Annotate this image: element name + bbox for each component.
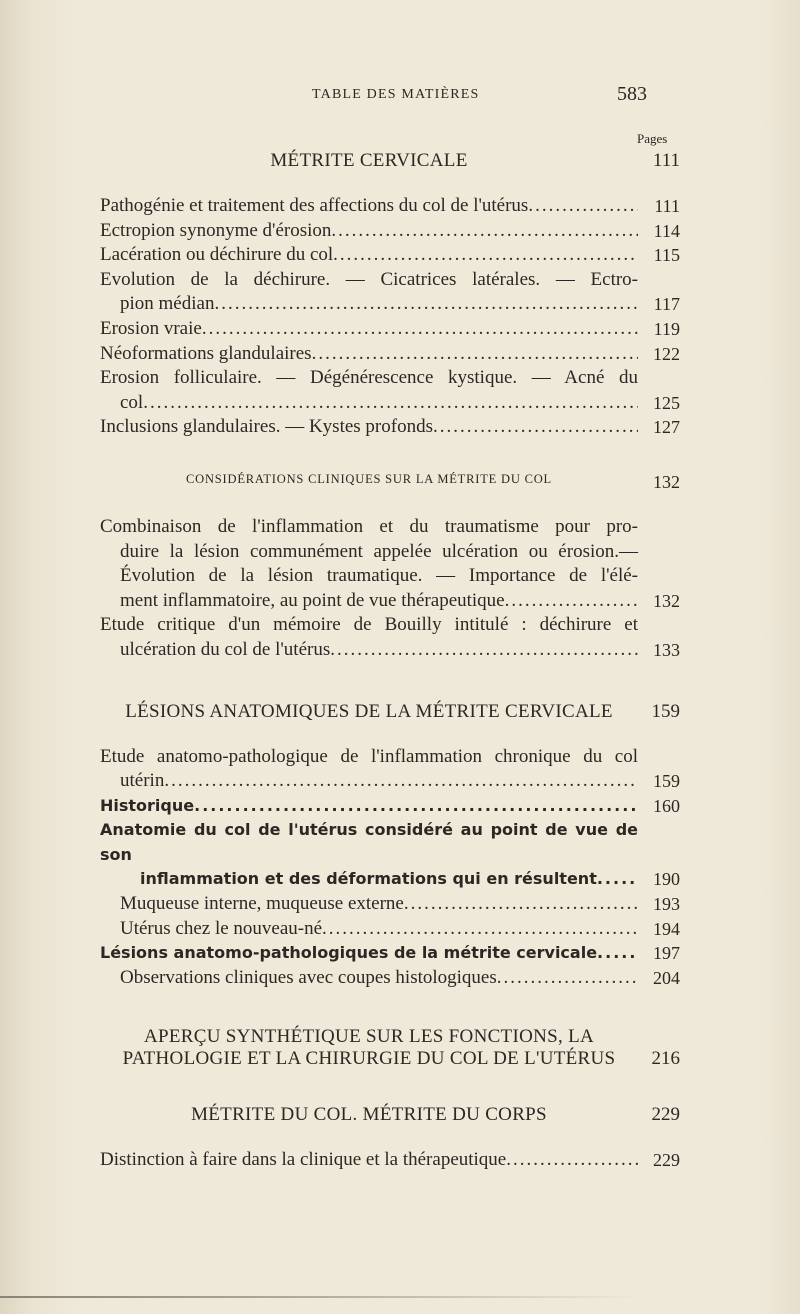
entry-text-line: ulcération du col de l'utérus .....: [100, 638, 638, 663]
section-heading: [100, 1026, 680, 1070]
entry-text-line: col .....: [100, 391, 638, 416]
toc-entry[interactable]: [100, 794, 680, 819]
entry-page-number: 197: [653, 943, 680, 964]
section-page-number: 216: [651, 1048, 680, 1070]
section-heading: [100, 1104, 680, 1126]
running-title: TABLE DES MATIÈRES: [312, 87, 480, 102]
toc-section: [100, 150, 680, 440]
dot-leader: [312, 342, 638, 367]
entry-page-number: 133: [653, 639, 680, 660]
dot-leader: [404, 892, 638, 917]
dot-leader: [597, 867, 638, 892]
dot-leader: [164, 769, 638, 794]
entry-text-line: pion médian .....: [100, 292, 638, 317]
toc-section: [100, 1026, 680, 1070]
entry-text-line: Néoformations glandulaires .....: [100, 342, 638, 367]
pages-column-label: Pages: [637, 131, 668, 146]
toc-entry[interactable]: [100, 515, 680, 613]
entry-text-line: inflammation et des déformations qui en résultent .....: [100, 867, 638, 892]
entry-text-line: Évolution de la lésion traumatique. — Importance de l'élé-: [120, 565, 638, 587]
section-heading: [100, 150, 680, 172]
dot-leader: [597, 941, 638, 966]
entry-page-number: 190: [653, 869, 680, 890]
section-page-number: 111: [652, 150, 680, 171]
toc-entry[interactable]: [100, 613, 680, 662]
toc-entry[interactable]: [100, 818, 680, 892]
toc-entry[interactable]: [100, 1148, 680, 1173]
section-title: MÉTRITE DU COL. MÉTRITE DU CORPS: [191, 1104, 547, 1126]
dot-leader: [506, 1148, 638, 1173]
toc-entry[interactable]: [100, 342, 680, 367]
entry-page-number: 122: [653, 343, 680, 364]
entry-page-number: 117: [653, 294, 680, 315]
entry-page-number: 115: [653, 245, 680, 266]
dot-leader: [330, 638, 638, 663]
entry-text-line: Combinaison de l'inflammation et du traumatisme pour pro-: [100, 515, 638, 537]
entry-text-line: Anatomie du col de l'utérus considéré au point de vue de son: [100, 820, 638, 864]
entry-text-line: Utérus chez le nouveau-né .....: [120, 917, 638, 942]
page-number: 583: [617, 83, 647, 105]
toc-entry[interactable]: [100, 194, 680, 219]
entry-text-line: Etude critique d'un mémoire de Bouilly intitulé : déchirure et: [100, 614, 638, 636]
toc-entry[interactable]: [100, 892, 680, 917]
entry-text-line: Lacération ou déchirure du col .....: [100, 243, 638, 268]
entry-text-line: Muqueuse interne, muqueuse externe .....: [120, 892, 638, 917]
entry-text-line: ment inflammatoire, au point de vue thérapeutique .....: [100, 589, 638, 614]
entry-page-number: 159: [653, 771, 680, 792]
running-head: [0, 83, 800, 111]
dot-leader: [194, 794, 638, 819]
entry-text-line: duire la lésion communément appelée ulcération ou érosion.—: [120, 540, 638, 562]
toc-entry[interactable]: [100, 966, 680, 991]
section-title: CONSIDÉRATIONS CLINIQUES SUR LA MÉTRITE DU COL: [186, 471, 552, 486]
section-page-number: 132: [653, 471, 680, 492]
scan-edge-line: [0, 1296, 800, 1298]
section-heading: [100, 701, 680, 723]
entry-text-line: Observations cliniques avec coupes histologiques .....: [120, 966, 638, 991]
dot-leader: [333, 243, 638, 268]
entry-text-line: Ectropion synonyme d'érosion .....: [100, 219, 638, 244]
entry-text-line: Distinction à faire dans la clinique et la thérapeutique .....: [100, 1148, 638, 1173]
entry-text-line: utérin .....: [100, 769, 638, 794]
section-title: LÉSIONS ANATOMIQUES DE LA MÉTRITE CERVICALE: [125, 700, 613, 722]
entry-page-number: 132: [653, 590, 680, 611]
entry-page-number: 127: [653, 417, 680, 438]
toc-section: [100, 1104, 680, 1173]
section-page-number: 229: [651, 1104, 680, 1126]
dot-leader: [331, 219, 638, 244]
entry-page-number: 204: [653, 967, 680, 988]
entry-text-line: Pathogénie et traitement des affections du col de l'utérus .....: [100, 194, 638, 219]
toc-entry[interactable]: [100, 415, 680, 440]
toc-entry[interactable]: [100, 243, 680, 268]
entry-page-number: 194: [653, 918, 680, 939]
entry-page-number: 193: [653, 894, 680, 915]
dot-leader: [143, 391, 638, 416]
entry-text-line: Erosion vraie .....: [100, 317, 638, 342]
dot-leader: [214, 292, 638, 317]
toc-entry[interactable]: [100, 268, 680, 317]
dot-leader: [505, 589, 638, 614]
dot-leader: [433, 415, 638, 440]
toc-entry[interactable]: [100, 219, 680, 244]
entry-page-number: 125: [653, 392, 680, 413]
entry-page-number: 160: [653, 795, 680, 816]
entry-text-line: Historique .....: [100, 794, 638, 819]
toc-content: [100, 150, 680, 1173]
section-page-number: 159: [651, 700, 680, 722]
dot-leader: [322, 917, 638, 942]
entry-page-number: 111: [654, 196, 680, 216]
toc-entry[interactable]: [100, 941, 680, 966]
entry-text-line: Evolution de la déchirure. — Cicatrices latérales. — Ectro-: [100, 268, 638, 290]
entry-text-line: Erosion folliculaire. — Dégénérescence kystique. — Acné du: [100, 367, 638, 389]
section-heading: [100, 471, 680, 492]
section-title: MÉTRITE CERVICALE: [270, 150, 468, 171]
entry-page-number: 229: [653, 1150, 680, 1171]
toc-entry[interactable]: [100, 745, 680, 794]
section-title: APERÇU SYNTHÉTIQUE SUR LES FONCTIONS, LA: [143, 1026, 595, 1048]
entry-text-line: Inclusions glandulaires. — Kystes profonds .....: [100, 415, 638, 440]
toc-entry[interactable]: [100, 917, 680, 942]
toc-entry[interactable]: [100, 317, 680, 342]
entry-text-line: Lésions anatomo-pathologiques de la métrite cervicale .....: [100, 941, 638, 966]
toc-entry[interactable]: [100, 366, 680, 415]
entry-text-line: Etude anatomo-pathologique de l'inflammation chronique du col: [100, 745, 638, 767]
toc-section: [100, 701, 680, 991]
section-title-line-2: PATHOLOGIE ET LA CHIRURGIE DU COL DE L'UTÉRUS: [122, 1048, 616, 1070]
dot-leader: [528, 194, 638, 219]
dot-leader: [202, 317, 638, 342]
entry-page-number: 114: [653, 220, 680, 241]
dot-leader: [497, 966, 638, 991]
entry-page-number: 119: [653, 318, 680, 339]
toc-section: [100, 472, 680, 663]
